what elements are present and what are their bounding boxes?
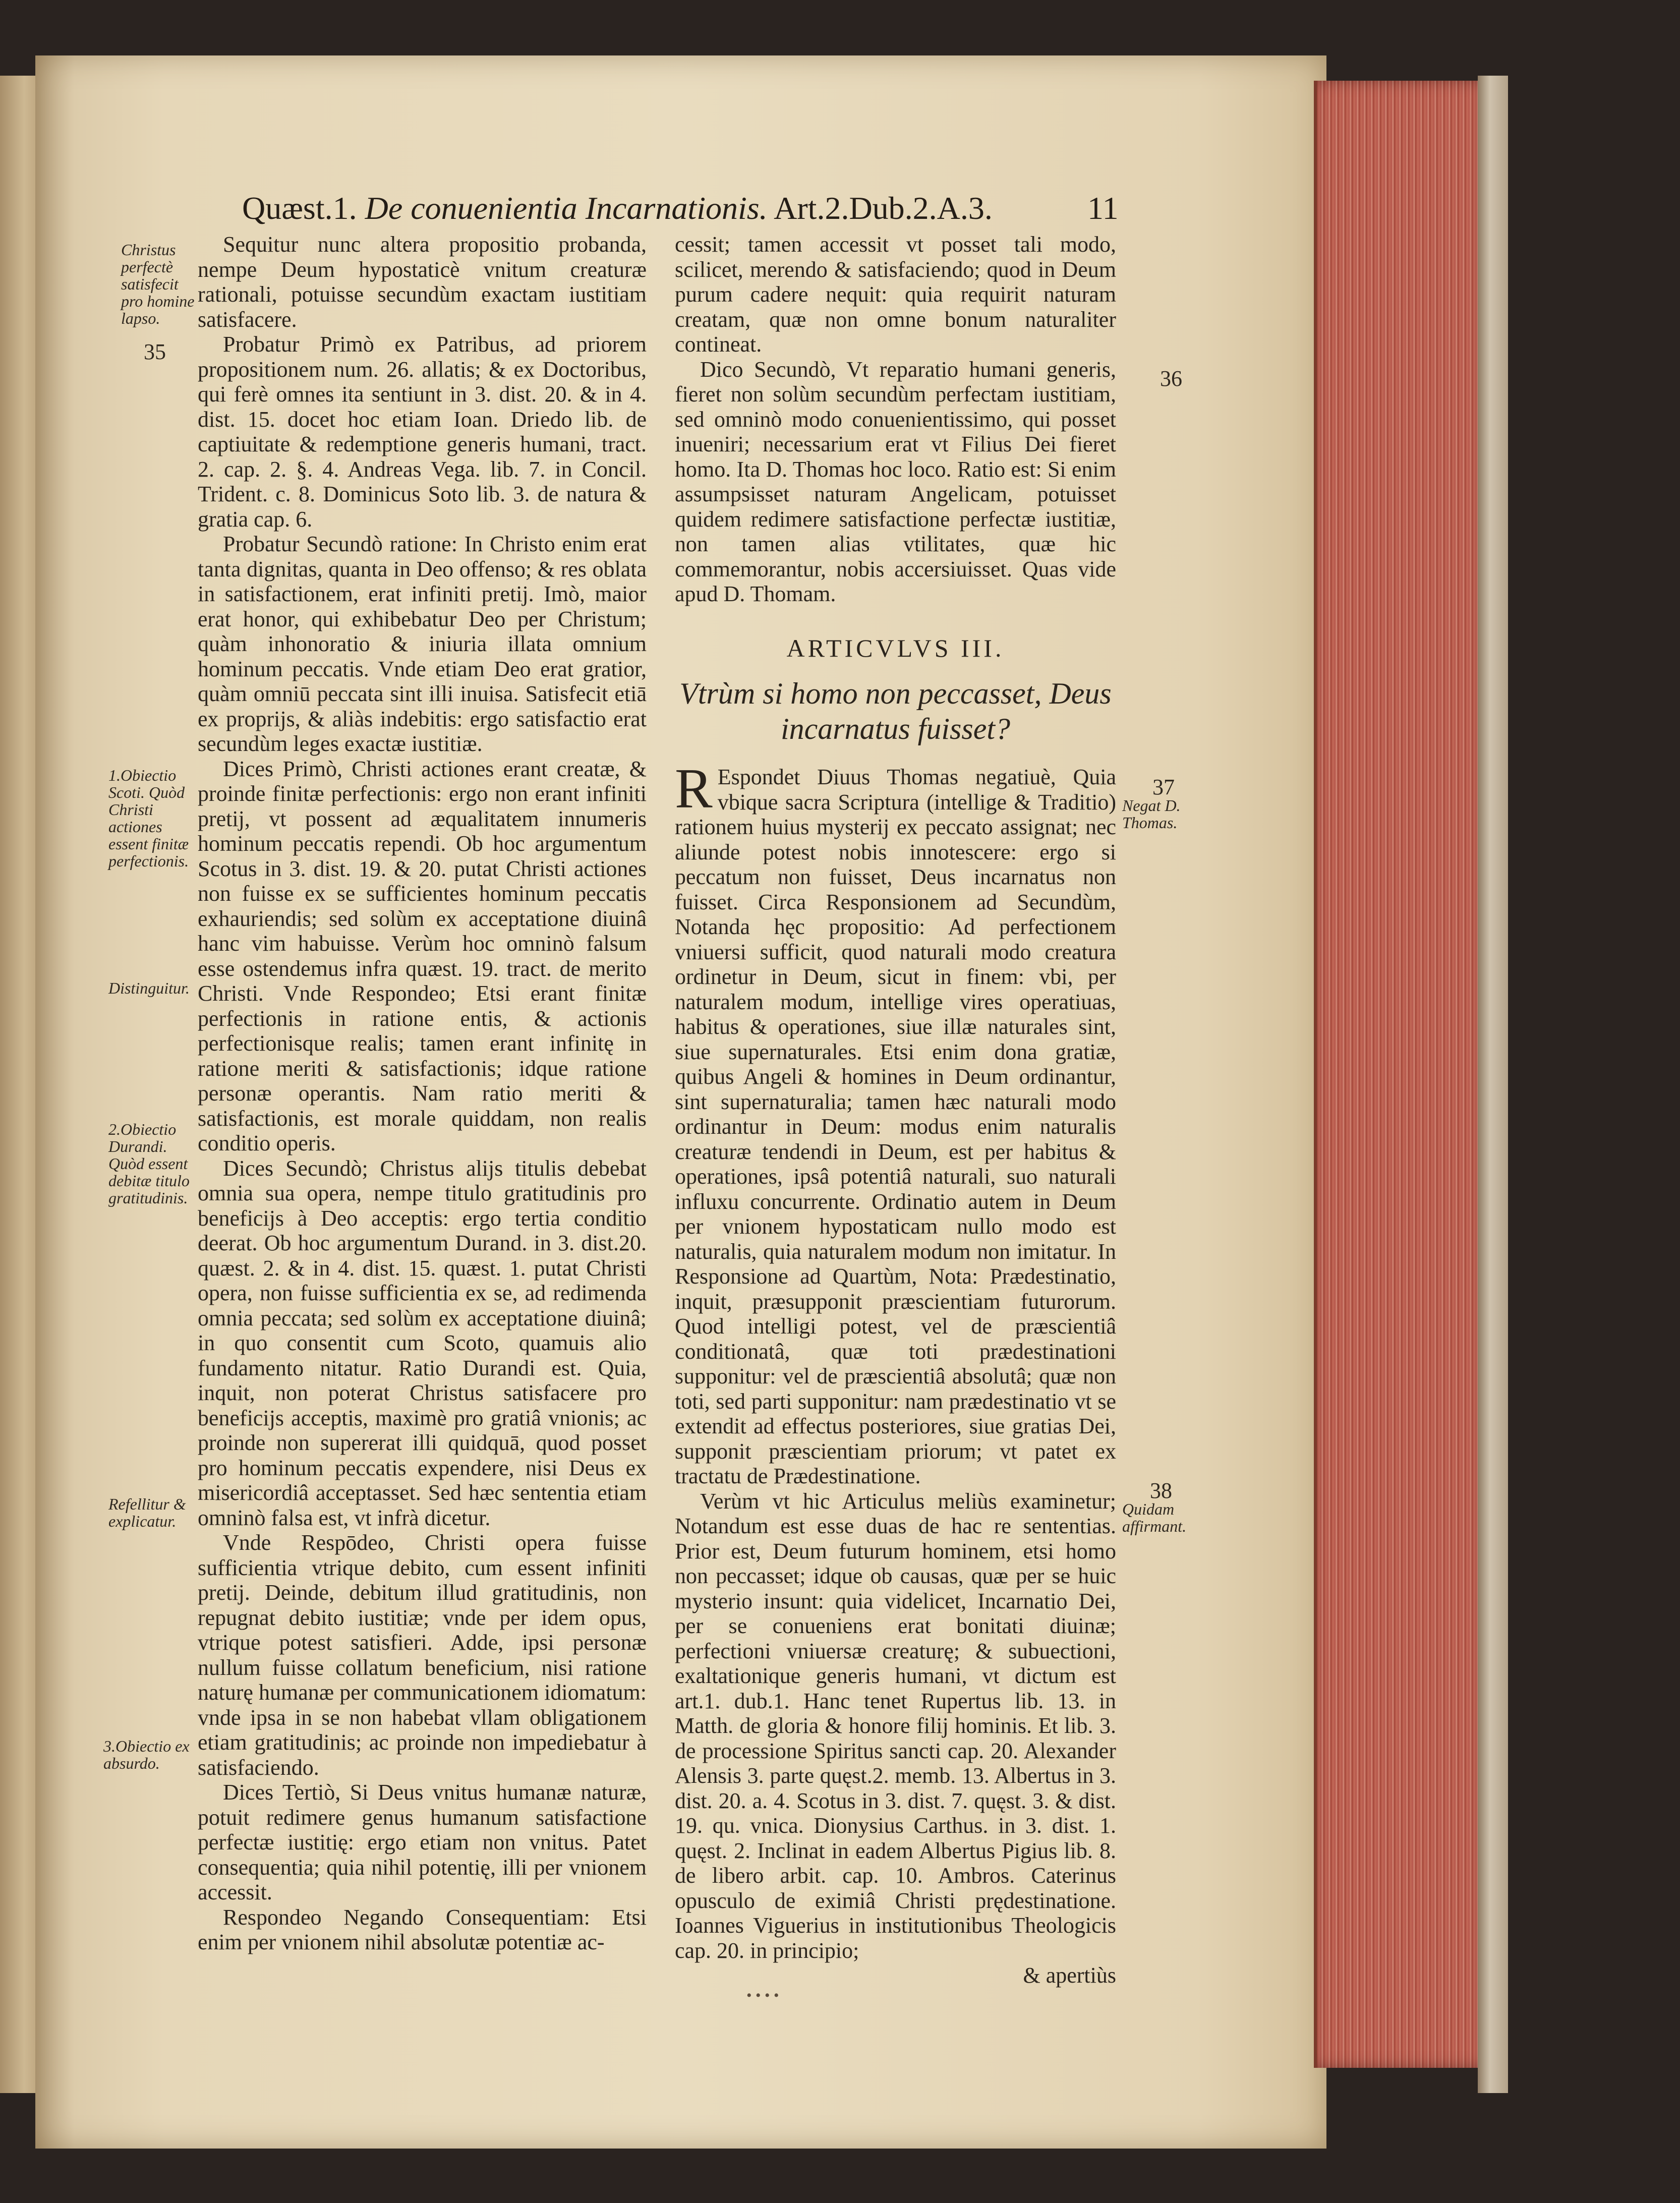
right-paragraph-1: cessit; tamen accessit vt posset tali modo, scilicet, merendo & satisfaciendo; quod in Deum purum cadere nequit: quia requirit naturam creatam, quæ non omne bonum naturaliter contineat. [675,232,1116,357]
right-paragraph-3 [675,758,1116,1489]
left-paragraph-8: Respondeo Negando Consequentiam: Etsi enim per vnionem nihil absolutæ potentiæ ac- [198,1904,647,1954]
page-number: 11 [1087,190,1119,226]
marginal-note-2: 1.Obiectio Scoti. Quòd Christi actiones essent finitæ perfectionis. [108,766,189,870]
running-head-title: De conuenientia Incarnationis. [365,190,768,226]
marginal-number-37: 37 [1152,775,1175,799]
left-paragraph-1: Sequitur nunc altera propositio probanda, nempe Deum hypostaticè vnitum creaturæ rationali, potuisse secundùm exactam iustitiam satisfacere. [198,232,647,332]
section-title-line-2: incarnatus fuisset? [780,712,1010,745]
book-cover-edge [1478,76,1508,2093]
right-column [675,232,1116,1988]
ink-specks: • • • • [746,1987,779,2004]
marginal-number-36: 36 [1160,366,1182,391]
marginal-number-35: 35 [144,339,166,364]
facing-page-edge [0,76,40,2093]
right-paragraph-3-text: Espondet Diuus Thomas negatiuè, Quia vbique sacra Scriptura (intellige & Traditio) rationem huius mysterij ex peccato assignat; nec aliunde potest nobis innotescere: ergo si peccatum non fuisset, Deus incarnatus non fuisset. Circa Responsionem ad Secundùm, Notanda hęc propositio: Ad perfectionem vniuersi sufficit, quod naturali modo creatura ordinetur in Deum, sicut in finem: vbi, per naturalem modum, intellige vires operatiuas, habitus & operationes, siue illæ naturales sint, siue supernaturales. Etsi enim dona gratiæ, quibus Angeli & homines in Deum ordinantur, sint supernaturalia; tamen hæc naturali modo ordinantur in Deum: modus enim naturalis creaturæ tendendi in Deum, est per habitus & operationes, ipsâ potentiâ naturali, suo naturali influxu concurrente. Ordinatio autem in Deum per vnionem hypostaticam nullo modo est naturalis, quia naturalem modum non imitatur. In Responsione ad Quartùm, Nota: Prædestinatio, inquit, præsupponit præscientiam futurorum. Quod intelligi potest, vel de præscientiâ conditionatâ, quæ toti prædestinationi supponitur: vel de præscientiâ absolutâ; quæ non toti, sed parti supponitur: nam prædestinatio vt se extendit ad effectus posteriores, siue gratias Dei, supponit præscientiam priorum; vt patet ex tractatu de Prædestinatione. [675,765,1116,1488]
left-paragraph-4: Dices Primò, Christi actiones erant creatæ, & proinde finitæ perfectionis: ergo non erant infiniti pretij, vt possent ad æqualitatem innumeris hominum peccatis rependi. Ob hoc argumentum Scotus in 3. dist. 19. & 20. putat Christi actiones non fuisse ex se sufficientes hominum peccatis exhauriendis; sed solùm ex acceptatione diuinâ hanc vim habuisse. Verùm hoc omninò falsum esse ostendemus infra quæst. 19. tract. de merito Christi. Vnde Respondeo; Etsi erant finitæ perfectionis in ratione entis, & actionis perfectionisque realis; tamen erant infinitę in ratione meriti & satisfactionis; idque ratione personæ operantis. Nam ratio meriti & satisfactionis, est morale quiddam, non realis conditio operis. [198,756,647,1155]
drop-cap: R [675,758,713,820]
catchword: & apertiùs [1023,1963,1116,1988]
left-paragraph-2: Probatur Primò ex Patribus, ad priorem propositionem num. 26. allatis; & ex Doctoribus, qui ferè omnes ita sentiunt in 3. dist. 20. & in 4. dist. 15. docet hoc etiam Ioan. Driedo lib. de captiuitate & redemptione generis humani, tract. 2. cap. 2. §. 4. Andreas Vega. lib. 7. in Concil. Trident. c. 8. Dominicus Soto lib. 3. de natura & gratia cap. 6. [198,332,647,532]
section-title [675,676,1116,746]
section-title-line-1: Vtrùm si homo non peccasset, Deus [679,677,1112,710]
running-head-left: Quæst.1. [242,190,357,226]
marginal-number-38: 38 [1150,1478,1172,1503]
marginal-note-6: 3.Obiectio ex absurdo. [103,1737,190,1772]
right-paragraph-4: Verùm vt hic Articulus meliùs examinetur; Notandum est esse duas de hac re sententias. Prior est, Deum futurum hominem, etsi homo non peccasset; idque ob causas, quæ per se huic mysterio insunt: quia videlicet, Incarnatio Dei, per se conueniens erat bonitati diuinæ; perfectioni vniuersæ creaturę; & subuectioni, exaltationique generis humani, vt dictum est art.1. dub.1. Hanc tenet Rupertus lib. 13. in Matth. de gloria & honore filij hominis. Et lib. 3. de processione Spiritus sancti cap. 20. Alexander Alensis 3. parte quęst.2. memb. 13. Albertus in 3. dist. 20. a. 4. Scotus in 3. dist. 7. quęst. 3. & dist. 19. qu. vnica. Dionysius Carthus. in 3. dist. 1. quęst. 2. Inclinat in eadem Albertus Pigius lib. 8. de libero arbit. cap. 10. Ambros. Caterinus opusculo de eximiâ Christi prędestinatione. Ioannes Viguerius in institutionibus Theologicis cap. 20. in principio; [675,1488,1116,1963]
marginal-note-5: Refellitur & explicatur. [108,1495,186,1530]
left-paragraph-6: Vnde Respōdeo, Christi opera fuisse sufficientia vtrique debito, cum essent infiniti pretij. Deinde, debitum illud gratitudinis, non repugnat debito iustitiæ; vnde per idem opus, vtrique potest satisfieri. Adde, ipsi personæ nullum fuisse collatum beneficium, nisi ratione naturę humanæ per communicationem idiomatum: vnde ipsa in se non habebat vllam obligationem etiam gratitudinis; ac proinde non impediebatur à satisfaciendo. [198,1530,647,1780]
left-paragraph-3: Probatur Secundò ratione: In Christo enim erat tanta dignitas, quanta in Deo offenso; & res oblata in satisfactionem, erat infiniti pretij. Imò, maior erat honor, qui exhibebatur Deo per Christum; quàm inhonoratio & iniuria illata omnium hominum peccatis. Vnde etiam Deo erat gratior, quàm omniū peccata sint illi inuisa. Satisfecit etiā ex proprijs, & aliàs indebitis: ergo satisfactio erat secundùm leges exactæ iustitiæ. [198,532,647,756]
marginal-note-1: Christus perfectè satisfecit pro homine lapso. [121,241,195,327]
running-head-right: Art.2.Dub.2.A.3. [774,190,993,226]
left-paragraph-5: Dices Secundò; Christus alijs titulis debebat omnia sua opera, nempe titulo gratitudinis pro beneficijs à Deo acceptis: ergo tertia conditio deerat. Ob hoc argumentum Durand. in 3. dist.20. quæst. 2. & in 4. dist. 15. quæst. 1. putat Christi opera, non fuisse sufficientia ex se, ad redimenda omnia peccata; sed solùm ex acceptatione diuinâ; in quo consentit cum Scoto, quamuis alio fundamento nitatur. Ratio Durandi est. Quia, inquit, non poterat Christus satisfacere pro beneficijs acceptis, maximè pro gratiâ vnionis; ac proinde non supererat illi quidquā, quod posset pro hominum peccatis expendere, nisi Deus ex misericordiâ acceptasset. Sed hæc sententia etiam omninò falsa est, vt infrà dicetur. [198,1155,647,1530]
marginal-note-3: Distinguitur. [108,979,190,997]
left-column [198,232,647,1955]
marginal-note-8: Quidam affirmant. [1122,1500,1187,1535]
section-heading: ARTICVLVS III. [786,633,1005,662]
right-paragraph-2: Dico Secundò, Vt reparatio humani generis, fieret non solùm secundùm perfectam iustitiam, sed omninò modo conuenientissimo, qui posset inueniri; necessarium erat vt Filius Dei fieret homo. Ita D. Thomas hoc loco. Ratio est: Si enim assumpsisset naturam Angelicam, potuisset quidem redimere satisfactione perfectæ iustitiæ, non tamen alias vtilitates, quæ hic commemorantur, nobis accersiuisset. Quas vide apud D. Thomam. [675,357,1116,606]
red-page-edges [1314,81,1491,2068]
marginal-note-4: 2.Obiectio Durandi. Quòd essent debitæ titulo gratitudinis. [108,1120,190,1207]
marginal-note-7: Negat D. Thomas. [1122,796,1181,832]
left-paragraph-7: Dices Tertiò, Si Deus vnitus humanæ naturæ, potuit redimere genus humanum satisfactione perfectæ iustitię: ergo etiam non vnitus. Patet consequentia; quia nihil potentię, illi per vnionem accessit. [198,1780,647,1904]
running-head [242,186,1150,231]
